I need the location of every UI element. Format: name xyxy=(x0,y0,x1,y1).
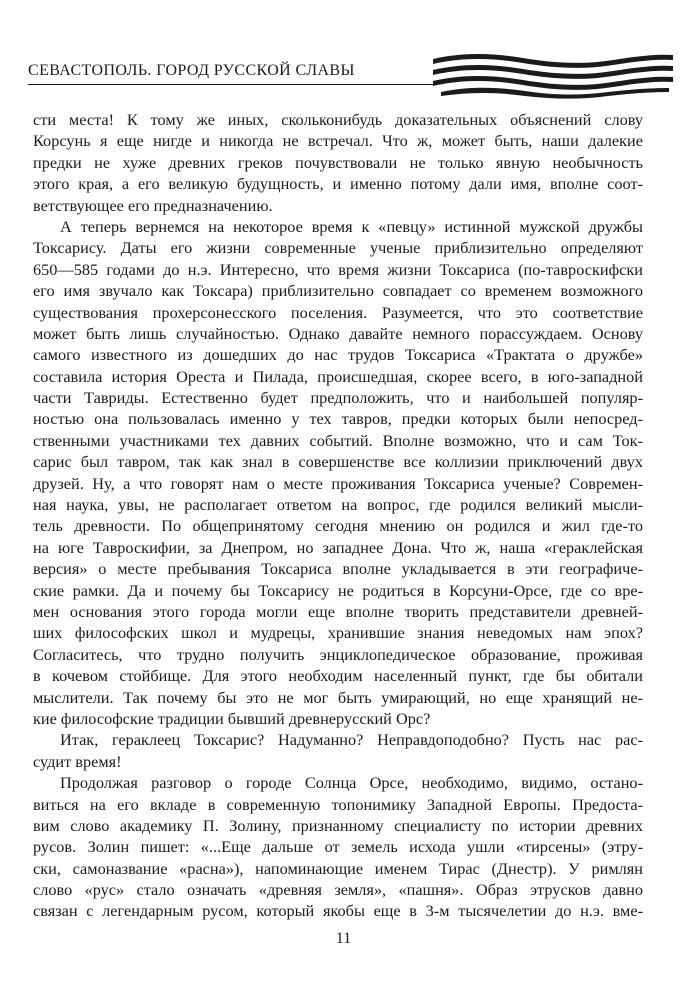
text-line: судит время! xyxy=(33,751,122,771)
text-line: А теперь вернемся на некоторое время к «певцу» истинной мужской дружбы xyxy=(60,216,643,236)
text-line: связан с легендарным русом, который якобы еще в 3-м тысячелетии до н.э. вме- xyxy=(33,901,643,921)
text-line: ские рамки. Да и почему бы Токсарису не родиться в Корсуни-Орсе, где со вре- xyxy=(33,580,643,600)
text-line: его имя звучало как Токсара) приблизительно совпадает со временем возможного xyxy=(33,281,643,301)
text-line: Токсарису. Даты его жизни современные ученые приблизительно определяют xyxy=(33,238,643,258)
text-line: самого известного из дошедших до нас трудов Токсариса «Трактата о дружбе» xyxy=(33,345,643,365)
text-line: сти места! К тому же иных, скольконибудь доказательных объяснений слову xyxy=(33,110,643,129)
running-header-title: СЕВАСТОПОЛЬ. ГОРОД РУССКОЙ СЛАВЫ xyxy=(28,62,355,79)
text-line: существования прохерсонесского поселения. Разумеется, что это соответствие xyxy=(33,302,643,322)
text-line: ственными участниками тех давних событий. Вполне возможно, что и сам Ток- xyxy=(33,430,643,450)
text-line: сарис был тавром, так как знал в совершенстве все коллизии приключений двух xyxy=(33,452,643,472)
text-line: может быть лишь случайностью. Однако давайте немного порассуждаем. Основу xyxy=(33,323,643,343)
text-line: Итак, гераклеец Токсарис? Надуманно? Неправдоподобно? Пусть нас рас- xyxy=(60,730,643,750)
text-line: ветствующее его предназначению. xyxy=(33,195,273,215)
text-line: слово «рус» стало означать «древняя земля», «пашня». Образ этрусков давно xyxy=(33,880,643,900)
page-number: 11 xyxy=(335,930,352,947)
text-line: версия» о месте пребывания Токсариса вполне укладывается в эти географиче- xyxy=(33,559,643,579)
text-line: ски, самоназвание «расна»), напоминающие именем Тирас (Днестр). У римлян xyxy=(33,858,643,878)
text-line: в кочевом стойбище. Для этого необходим населенный пункт, где бы обитали xyxy=(33,666,643,686)
text-line: этого края, а его великую будущность, и именно потому дали имя, вполне соот- xyxy=(33,174,643,194)
striped-ribbon-ornament-icon xyxy=(433,50,673,100)
text-line: мыслители. Так почему бы это не мог быть умирающий, но еще хранящий не- xyxy=(33,687,643,707)
text-line: русов. Золин пишет: «...Еще дальше от земель исхода ушли «тирсены» (этру- xyxy=(33,837,643,857)
running-header xyxy=(28,50,673,100)
text-line: тель древности. По общепринятому сегодня мнению он родился и жил где-то xyxy=(33,516,643,536)
text-line: ших философских школ и мудрецы, хранившие знания неведомых нам эпох? xyxy=(33,623,643,643)
text-line: части Тавриды. Естественно будет предположить, что и наибольшей популяр- xyxy=(33,388,643,408)
text-line: друзей. Ну, а что говорят нам о месте проживания Токсариса ученые? Современ- xyxy=(33,473,643,493)
page-body-text xyxy=(33,109,643,922)
text-line: предки не хуже древних греков почувствовали не только явную необычность xyxy=(33,152,643,172)
text-line: вим слово академику П. Золину, признанному специалисту по истории древних xyxy=(33,815,643,835)
text-line: ностью она пользовалась именно у тех тавров, предки которых были непосред- xyxy=(33,409,643,429)
text-line: Продолжая разговор о городе Солнца Орсе, необходимо, видимо, остано- xyxy=(60,773,643,793)
text-line: виться на его вкладе в современную топонимику Западной Европы. Предоста- xyxy=(33,794,643,814)
text-line: на юге Тавроскифии, за Днепром, но западнее Дона. Что ж, наша «гераклейская xyxy=(33,537,643,557)
header-rule xyxy=(28,84,433,85)
text-line: составила история Ореста и Пилада, происшедшая, скорее всего, в юго-западной xyxy=(33,366,643,386)
text-line: Согласитесь, что трудно получить энциклопедическое образование, проживая xyxy=(33,644,643,664)
text-line: кие философские традиции бывший древнерусский Орс? xyxy=(33,708,431,728)
text-line: Корсунь я еще нигде и никогда не встречал. Что ж, может быть, наши далекие xyxy=(33,131,643,151)
text-line: ная наука, увы, не располагает ответом на вопрос, где родился великий мысли- xyxy=(33,495,643,515)
text-line: мен основания этого города могли еще вполне творить представители древней- xyxy=(33,601,643,621)
text-line: 650—585 годами до н.э. Интересно, что время жизни Токсариса (по-тавроскифски xyxy=(33,259,643,279)
